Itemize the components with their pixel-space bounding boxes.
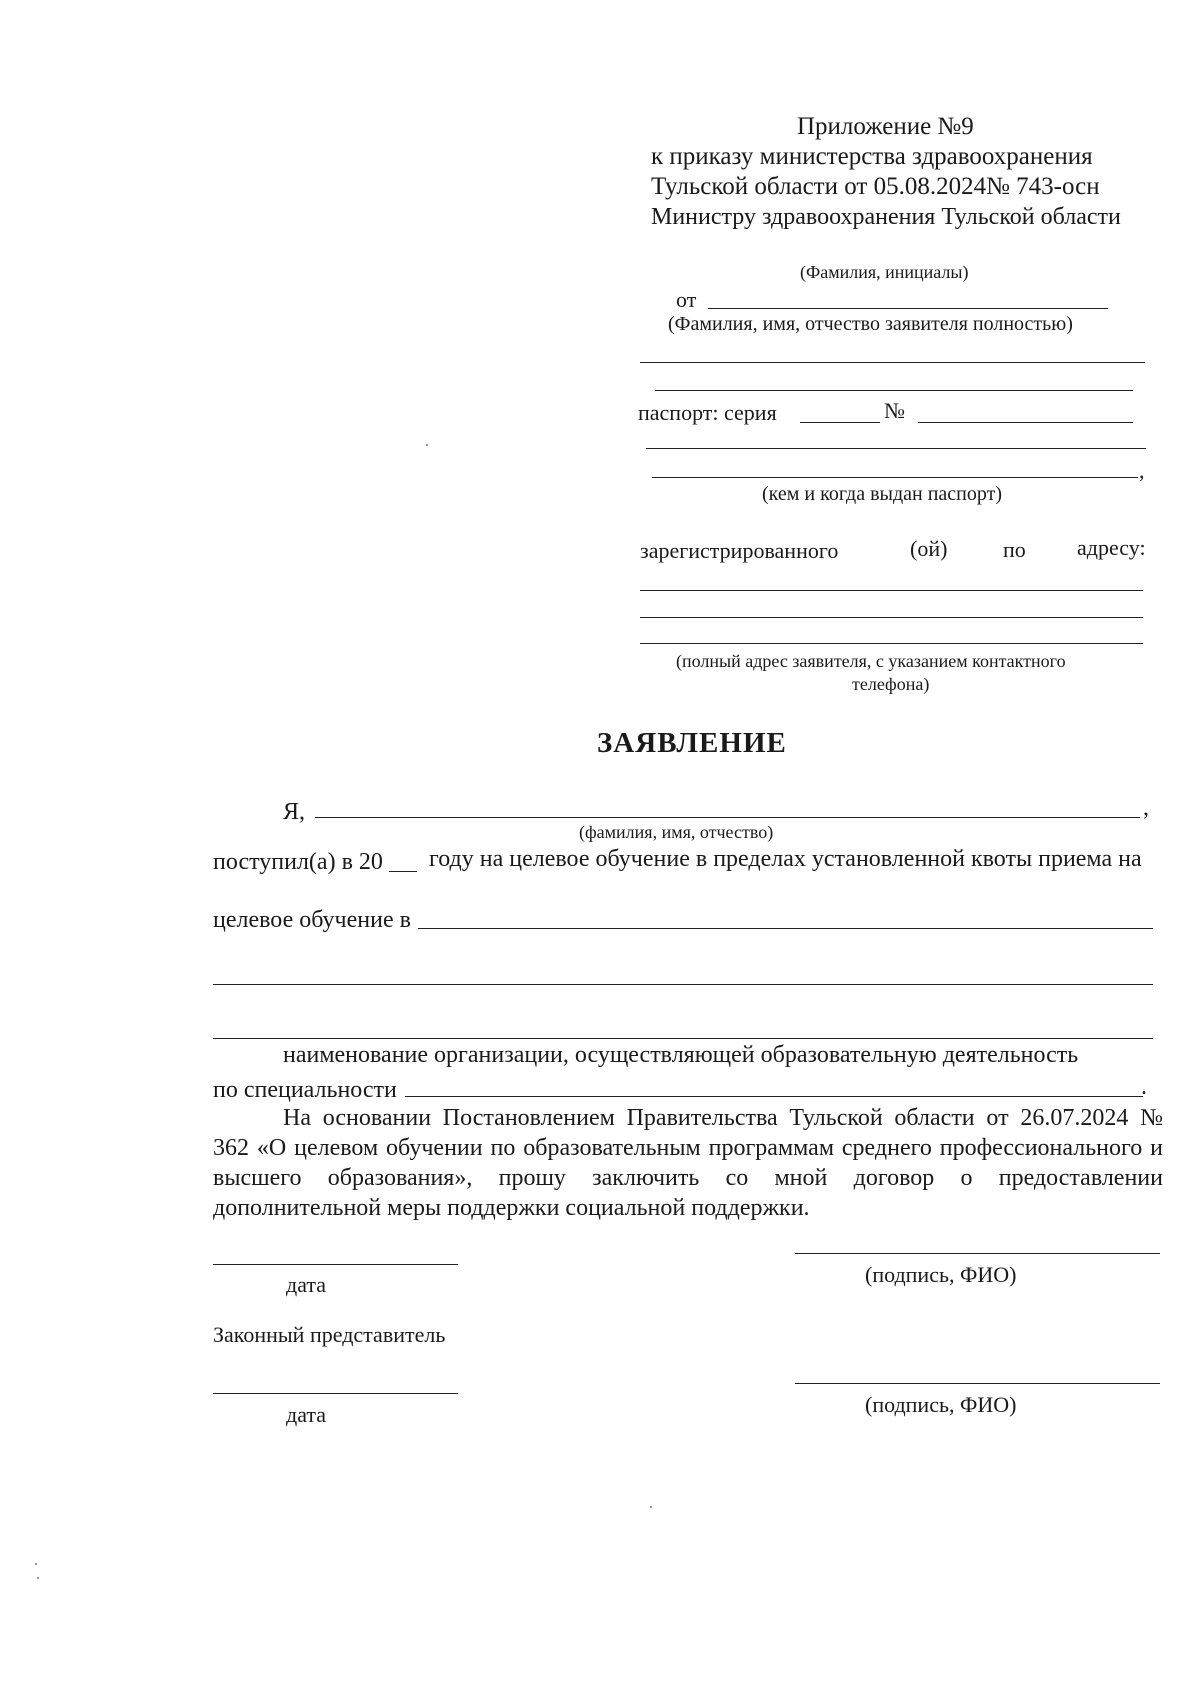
statement-paragraph [213,1103,1163,1223]
caption-address-1: (полный адрес заявителя, с указанием контактного [676,651,1066,671]
passport-comma: , [1139,458,1145,483]
fio-comma: , [1143,795,1149,821]
address-line-2[interactable] [640,617,1143,618]
from-field-line[interactable] [708,308,1108,309]
passport-series-field[interactable] [800,422,880,423]
document-title: ЗАЯВЛЕНИЕ [597,727,787,759]
applicant-line-1[interactable] [640,362,1145,363]
representative-signature-field-line[interactable] [795,1383,1160,1384]
date-label: дата [286,1272,327,1297]
registered-word-3: по [1003,537,1026,562]
paragraph-line-3: высшего образования», прошу заключить со мной договор о предоставлении [213,1165,1163,1191]
enrolled-text-a: поступил(а) в 20 [213,849,383,875]
caption-name-initials: (Фамилия, инициалы) [800,262,969,282]
enroll-year-field[interactable] [389,871,417,872]
passport-issued-line-1[interactable] [646,448,1146,449]
i-label: Я, [283,799,306,825]
passport-number-field[interactable] [918,422,1133,423]
organization-field-line-3[interactable] [213,1038,1153,1039]
specialty-field-line[interactable] [405,1096,1143,1097]
addressee-minister: Министру здравоохранения Тульской области [651,204,1121,230]
fio-field-line[interactable] [315,817,1140,818]
registered-word-4: адресу: [1077,535,1146,560]
passport-issued-line-2[interactable] [652,477,1138,478]
target-training-label: целевое обучение в [213,907,411,933]
organization-field-line-1[interactable] [418,928,1153,929]
paragraph-line-2: 362 «О целевом обучении по образовательным программам среднего профессионального и [213,1135,1163,1161]
applicant-line-2[interactable] [655,390,1133,391]
caption-passport-issued: (кем и когда выдан паспорт) [762,483,1003,505]
date-field-line[interactable] [213,1264,458,1265]
passport-label: паспорт: серия [638,400,777,425]
caption-organization: наименование организации, осуществляющей образовательную деятельность [283,1042,1079,1068]
scan-speck [35,1563,37,1565]
legal-representative-label: Законный представитель [213,1322,446,1347]
representative-date-field-line[interactable] [213,1393,458,1394]
registered-word-1: зарегистрированного [640,538,839,563]
from-label: от [676,287,697,312]
representative-date-label: дата [286,1402,327,1427]
address-line-1[interactable] [640,590,1143,591]
scan-speck [650,1506,652,1508]
organization-field-line-2[interactable] [213,984,1153,985]
paragraph-line-1: На основании Постановлением Правительства Тульской области от 26.07.2024 № [283,1105,1163,1131]
appendix-number: Приложение №9 [797,113,974,140]
specialty-dot: . [1141,1074,1147,1100]
caption-fio: (фамилия, имя, отчество) [579,822,774,842]
enrolled-text-b: году на целевое обучение в пределах установленной квоты приема на [429,846,1142,872]
address-line-3[interactable] [640,643,1143,644]
signature-caption: (подпись, ФИО) [865,1262,1017,1287]
paragraph-line-4: дополнительной меры поддержки социальной поддержки. [213,1195,810,1221]
registered-word-2: (ой) [910,536,948,561]
specialty-label: по специальности [213,1077,397,1103]
scan-speck [37,1577,39,1579]
scan-speck [426,444,428,446]
passport-number-sign: № [884,398,905,423]
order-reference: к приказу министерства здравоохранения [651,143,1093,170]
representative-signature-caption: (подпись, ФИО) [865,1392,1017,1417]
signature-field-line[interactable] [795,1253,1160,1254]
order-date: Тульской области от 05.08.2024№ 743-осн [651,173,1100,200]
caption-full-name: (Фамилия, имя, отчество заявителя полностью) [668,313,1073,335]
caption-address-2: телефона) [852,674,930,694]
